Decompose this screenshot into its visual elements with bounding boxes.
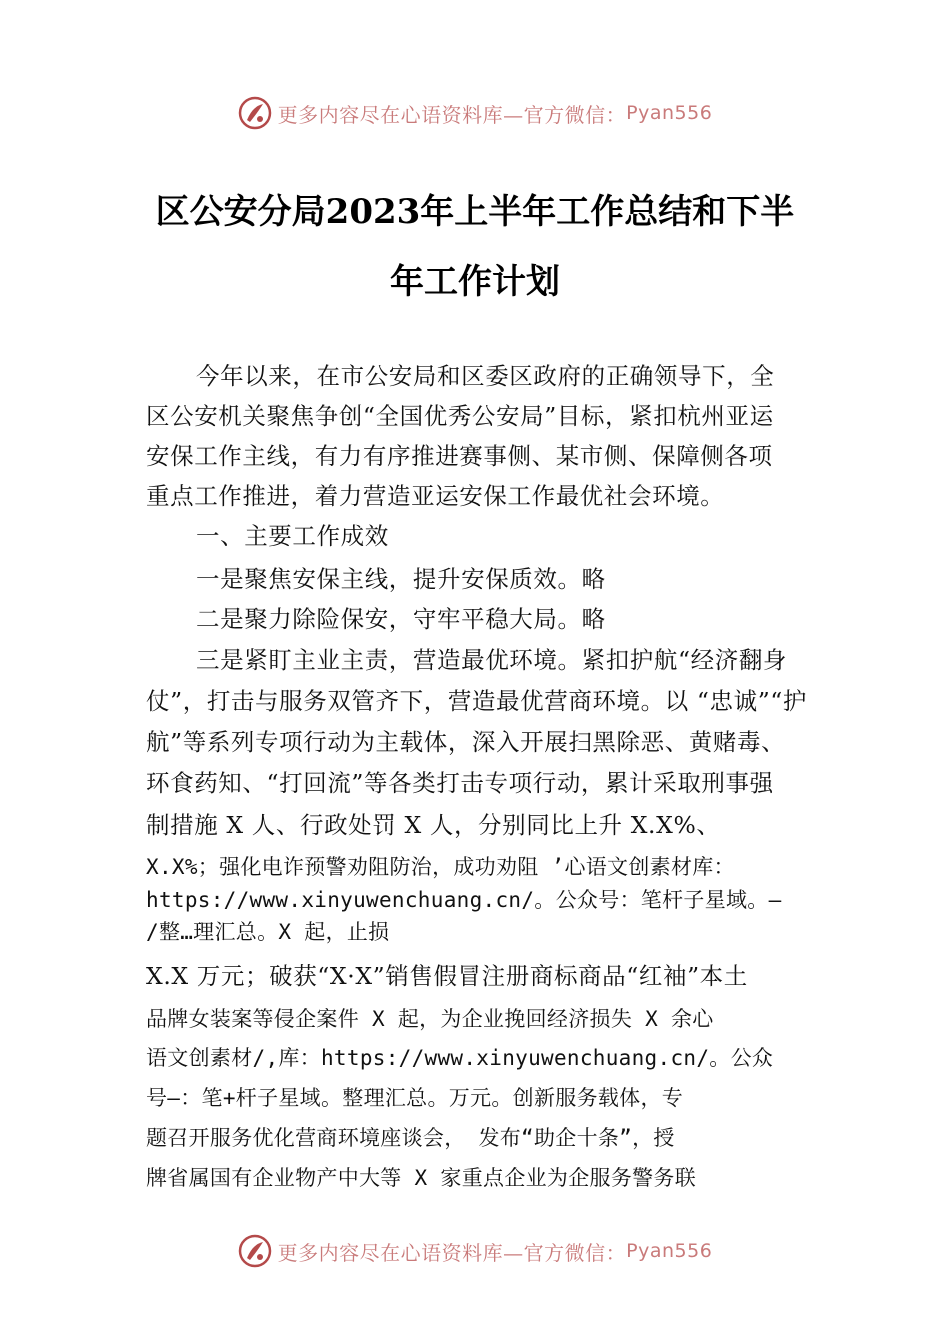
body-line: 牌省属国有企业物产中大等 X 家重点企业为企服务警务联 [146, 1166, 697, 1190]
body-line: 二是聚力除险保安，守牢平稳大局。略 [196, 605, 606, 633]
bottom-watermark [0, 1234, 950, 1268]
body-line: 题召开服务优化营商环境座谈会， 发布“助企十条”，授 [146, 1126, 675, 1150]
body-line: 安保工作主线，有力有序推进赛事侧、某市侧、保障侧各项 [146, 442, 773, 470]
ink-brush-logo-icon [238, 96, 272, 130]
body-line: 号—：笔+杆子星域。整理汇总。万元。创新服务载体，专 [146, 1086, 684, 1110]
document-title-line-2: 年工作计划 [390, 262, 560, 302]
body-line: 今年以来，在市公安局和区委区政府的正确领导下，全 [196, 362, 775, 390]
body-line: 环食药知、“打回流”等各类打击专项行动，累计采取刑事强 [146, 769, 774, 797]
body-line: 品牌女装案等侵企案件 X 起，为企业挽回经济损失 X 余心 [146, 1007, 714, 1031]
section-heading: 一、主要工作成效 [196, 522, 389, 550]
document-title-line-1: 区公安分局2023年上半年工作总结和下半 [155, 192, 795, 232]
watermark-text: 更多内容尽在心语资料库—官方微信： [277, 1240, 627, 1265]
body-line: 区公安机关聚焦争创“全国优秀公安局”目标，紧扣杭州亚运 [146, 402, 774, 430]
body-line: X.X%；强化电诈预警劝阻防治，成功劝阻 ’心语文创素材库： [146, 855, 735, 879]
body-line: 一是聚焦安保主线，提升安保质效。略 [196, 565, 606, 593]
body-line-url: https://www.xinyuwenchuang.cn/。公众号：笔杆子星域。— [146, 888, 782, 912]
body-line-url: 语文创素材/,库：https://www.xinyuwenchuang.cn/。公众 [146, 1046, 774, 1070]
body-line: 仗”，打击与服务双管齐下，营造最优营商环境。以 “忠诚”“护 [146, 687, 808, 715]
body-line: /整…理汇总。X 起，止损 [146, 920, 390, 944]
watermark-text: 更多内容尽在心语资料库—官方微信： [277, 102, 627, 127]
body-line: 制措施 X 人、行政处罚 X 人，分别同比上升 X.X%、 [146, 811, 721, 839]
body-line: 航”等系列专项行动为主载体，深入开展扫黑除恶、黄赌毒、 [146, 728, 786, 756]
watermark-wechat-id: Pyan556 [626, 1240, 713, 1262]
ink-brush-logo-icon [238, 1234, 272, 1268]
body-line: X.X 万元；破获“X·X”销售假冒注册商标商品“红袖”本土 [146, 962, 748, 990]
body-line: 重点工作推进，着力营造亚运安保工作最优社会环境。 [146, 482, 725, 510]
body-line: 三是紧盯主业主责，营造最优环境。紧扣护航“经济翻身 [196, 646, 788, 674]
watermark-wechat-id: Pyan556 [626, 102, 713, 124]
top-watermark [0, 96, 950, 130]
